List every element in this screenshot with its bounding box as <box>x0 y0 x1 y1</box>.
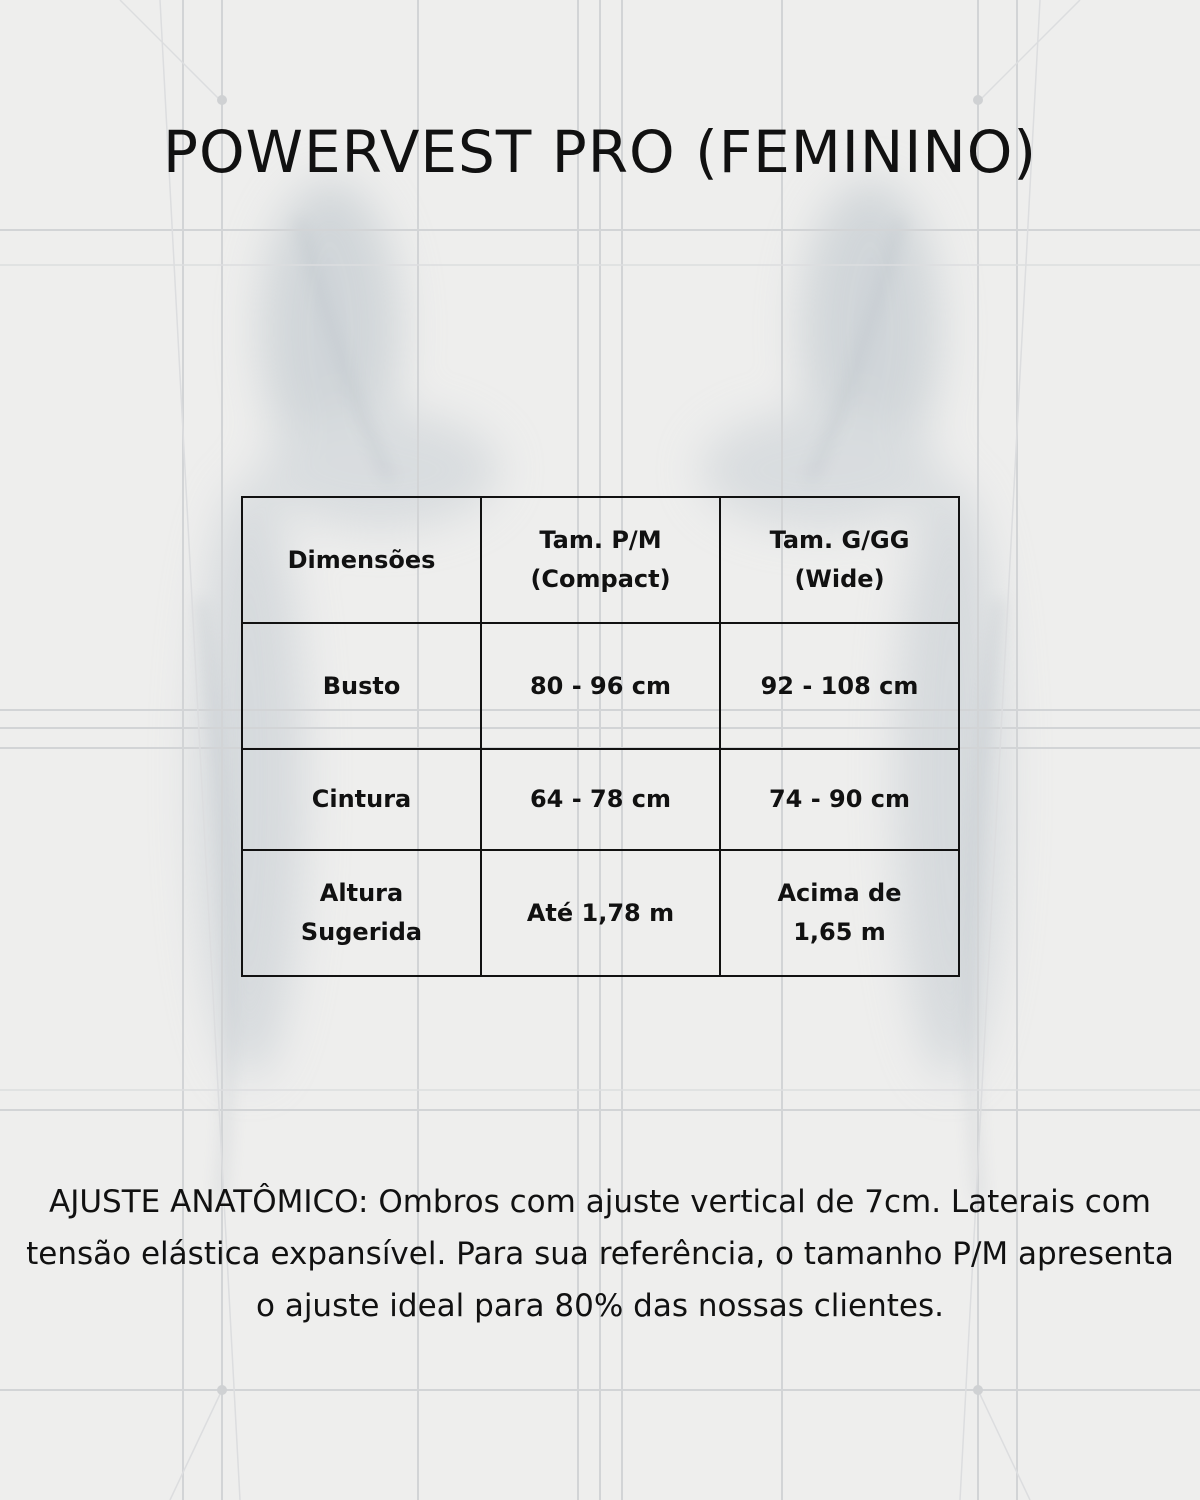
busto-pm-value: 80 - 96 cm <box>481 623 720 749</box>
altura-ggg-value <box>720 850 959 976</box>
header-size-pm-line2: (Compact) <box>530 565 671 593</box>
row-label-altura-line2: Sugerida <box>300 918 423 946</box>
header-size-pm <box>481 497 720 623</box>
header-size-ggg-line1: Tam. G/GG <box>769 526 910 554</box>
header-size-pm-line1: Tam. P/M <box>539 526 662 554</box>
altura-ggg-line2: 1,65 m <box>793 918 886 946</box>
cintura-ggg-value: 74 - 90 cm <box>720 749 959 850</box>
size-table <box>241 496 960 977</box>
page-title: POWERVEST PRO (FEMININO) <box>162 118 1038 186</box>
header-size-ggg-line2: (Wide) <box>794 565 885 593</box>
fit-note: AJUSTE ANATÔMICO: Ombros com ajuste vertical de 7cm. Laterais com tensão elástica expansível. Para sua referência, o tamanho P/M apresenta o ajuste ideal para 80% das nossas clientes. <box>26 1184 1174 1324</box>
row-label-busto: Busto <box>242 623 481 749</box>
table-row-busto <box>242 623 959 749</box>
row-label-altura-line1: Altura <box>319 879 404 907</box>
row-label-cintura: Cintura <box>242 749 481 850</box>
table-header-row <box>242 497 959 623</box>
row-label-altura <box>242 850 481 976</box>
table-row-altura <box>242 850 959 976</box>
altura-ggg-line1: Acima de <box>777 879 902 907</box>
altura-pm-value: Até 1,78 m <box>481 850 720 976</box>
busto-ggg-value: 92 - 108 cm <box>720 623 959 749</box>
header-size-ggg <box>720 497 959 623</box>
header-dimensoes: Dimensões <box>242 497 481 623</box>
table-row-cintura <box>242 749 959 850</box>
cintura-pm-value: 64 - 78 cm <box>481 749 720 850</box>
